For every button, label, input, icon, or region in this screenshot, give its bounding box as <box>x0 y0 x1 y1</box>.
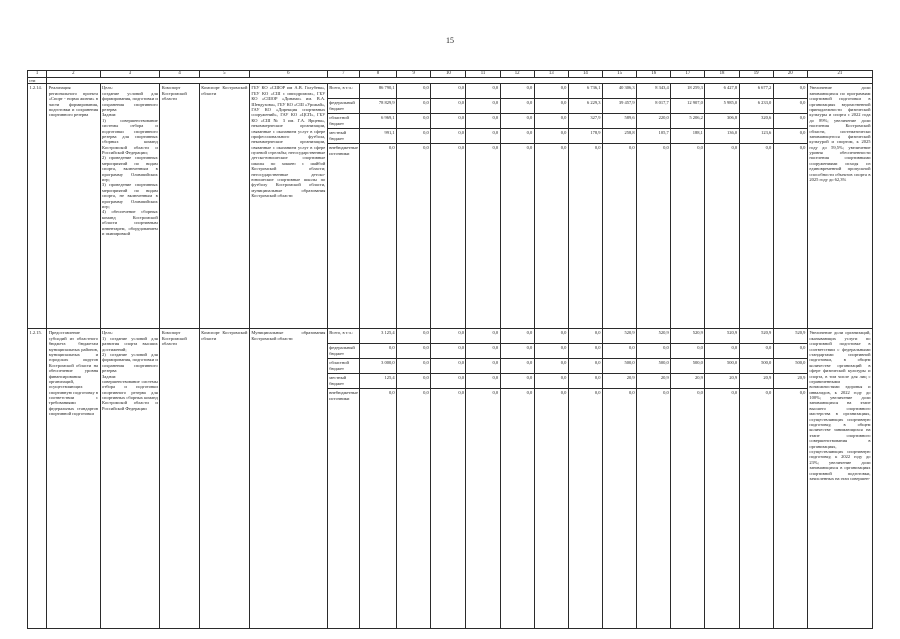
column-number-cell: 7 <box>327 71 359 78</box>
funding-amount: 500,0 <box>740 359 773 374</box>
row-number-text: 1.2.14. <box>29 85 42 91</box>
funding-amount-column <box>671 329 705 629</box>
funding-amount-column <box>603 329 637 629</box>
funding-amount: 6 969,1 <box>360 114 396 129</box>
goals-tasks-text: Цель: 1) создание условий для развития спорта высших достижений; 2) создание условий для формирования, подготовки и сохранения спортивного резерва Задачи: совершенствование системы отбора и подготовки спортивного резерва для спортивных сборных команд Костромской области и Российской Федерации <box>102 330 158 411</box>
column-number-cell: 18 <box>705 71 739 78</box>
funding-amount: 188,1 <box>671 129 704 144</box>
funding-amount: 123,6 <box>740 129 773 144</box>
funding-amount: 0,0 <box>697 390 703 396</box>
funding-amount: 0,0 <box>431 84 465 99</box>
funding-source-label: областной бюджет <box>328 114 359 129</box>
funding-amount: 0,0 <box>774 99 807 114</box>
funding-amount-column <box>500 329 534 629</box>
funding-amount-column <box>773 329 807 629</box>
funding-amount: 0,0 <box>458 145 464 151</box>
funding-amount: 0,0 <box>397 344 430 359</box>
executors <box>249 84 327 329</box>
event-name <box>47 84 100 329</box>
funding-amount: 0,0 <box>629 145 635 151</box>
funding-amount: 0,0 <box>501 84 534 99</box>
funding-amount: 6 229,3 <box>569 99 602 114</box>
funding-amount: 0,0 <box>535 329 568 344</box>
funding-source-label: внебюджетные источники <box>329 145 358 156</box>
funding-amount: 39 457,9 <box>603 99 636 114</box>
funding-amount-column <box>466 329 500 629</box>
funding-amount: 3 125,4 <box>360 329 396 344</box>
column-number-cell: 1 <box>28 71 47 78</box>
funding-amount: 0,0 <box>397 84 430 99</box>
funding-amount: 0,0 <box>466 114 499 129</box>
funding-amount: 12 907,0 <box>671 99 704 114</box>
column-number-cell: 4 <box>160 71 199 78</box>
funding-amount: 0,0 <box>423 390 429 396</box>
funding-amount: 0,0 <box>535 114 568 129</box>
funding-amount: 0,0 <box>799 145 806 151</box>
column-number-cell: 17 <box>671 71 705 78</box>
funding-amount-column <box>637 329 671 629</box>
coordinator <box>199 329 249 629</box>
funding-amount: 0,0 <box>731 390 738 396</box>
funding-amount: 0,0 <box>637 344 670 359</box>
column-number-row <box>28 71 873 78</box>
state-customer <box>160 84 199 329</box>
funding-amount: 0,0 <box>765 145 772 151</box>
coordinator <box>199 84 249 329</box>
column-number-cell: 12 <box>500 71 534 78</box>
column-number-cell: 14 <box>568 71 602 78</box>
funding-amount: 0,0 <box>431 129 465 144</box>
funding-amount: 0,0 <box>501 344 534 359</box>
expected-result-text: Увеличение доли организаций, оказывающих услуги по спортивной подготовке в соответствии с федеральными стандартами спортивной подготовки, в общем количестве организаций в сфере физической культуры и спорта, в том числе для лиц с ограниченными возможностями здоровья и инвалидов, к 2022 году до 100%; увеличение доли занимающихся на этапе высшего спортивного мастерства в организациях, осуществляющих спортивную подготовку, в общем количестве занимающихся на этапе спортивного совершенствования в организациях, осуществляющих спортивную подготовку, к 2022 году до 23%; увеличение доли занимающихся в организациях спортивной подготовки, зачисленных на этап совершен- <box>809 330 871 481</box>
funding-amount: 500,0 <box>671 359 704 374</box>
funding-amount-column <box>359 329 396 629</box>
funding-amount: 0,0 <box>397 129 430 144</box>
funding-amount: 520,9 <box>740 329 773 344</box>
funding-amount: 0,0 <box>501 99 534 114</box>
funding-amount: 0,0 <box>501 329 534 344</box>
funding-amount: 8 343,4 <box>637 84 670 99</box>
funding-amount: 20,9 <box>740 374 773 389</box>
funding-amount-column <box>397 329 431 629</box>
event-name <box>47 329 100 629</box>
funding-amount-column <box>359 84 396 329</box>
funding-amount: 0,0 <box>569 344 602 359</box>
funding-amount: 20,9 <box>671 374 704 389</box>
funding-amount: 0,0 <box>774 84 807 99</box>
funding-amount: 327,9 <box>569 114 602 129</box>
program-events-table <box>27 70 873 629</box>
funding-amount-column <box>739 329 773 629</box>
header-fragment-cell: сти <box>28 78 47 84</box>
state-customer-text: Комспорт Костромской области <box>161 330 187 347</box>
funding-amount: 0,0 <box>397 99 430 114</box>
funding-amount: 0,0 <box>431 99 465 114</box>
funding-amount-column <box>500 84 534 329</box>
funding-amount: 0,0 <box>774 114 807 129</box>
state-customer-text: Комспорт Костромской области <box>161 85 187 102</box>
funding-amount: 0,0 <box>397 374 430 389</box>
funding-amount: 500,0 <box>705 359 738 374</box>
funding-amount: 20,9 <box>637 374 670 389</box>
funding-source-label: Всего, в т.ч.: <box>328 84 359 99</box>
funding-amount: 0,0 <box>535 359 568 374</box>
funding-amount: 0,0 <box>594 390 601 396</box>
funding-amount: 0,0 <box>458 390 464 396</box>
funding-amount: 20,9 <box>603 374 636 389</box>
funding-amount-column <box>705 84 739 329</box>
column-number-cell: 3 <box>100 71 160 78</box>
funding-amount: 105,7 <box>637 129 670 144</box>
executors <box>249 329 327 629</box>
funding-amount: 991,1 <box>360 129 396 144</box>
funding-amount: 178,9 <box>569 129 602 144</box>
funding-sources <box>327 84 359 329</box>
funding-amount: 0,0 <box>466 329 499 344</box>
funding-amount: 0,0 <box>569 329 602 344</box>
funding-amount: 0,0 <box>397 114 430 129</box>
funding-amount: 0,0 <box>671 344 704 359</box>
funding-amount: 520,9 <box>603 329 636 344</box>
table-row <box>28 329 873 629</box>
funding-amount: 0,0 <box>697 145 703 151</box>
column-number-cell: 20 <box>773 71 807 78</box>
funding-amount-column <box>568 329 602 629</box>
funding-amount: 589,6 <box>603 114 636 129</box>
funding-amount-column <box>671 84 705 329</box>
funding-amount: 0,0 <box>466 99 499 114</box>
funding-source-label: местный бюджет <box>328 374 359 389</box>
column-number-cell: 5 <box>199 71 249 78</box>
funding-amount: 0,0 <box>535 374 568 389</box>
funding-amount-column <box>534 84 568 329</box>
expected-result <box>807 84 872 329</box>
executors-text: Муниципальные образования Костромской области <box>251 330 326 341</box>
funding-source-label: местный бюджет <box>328 129 359 144</box>
funding-amount: 0,0 <box>466 129 499 144</box>
goals-tasks <box>100 84 160 329</box>
funding-amount: 0,0 <box>431 329 465 344</box>
funding-amount: 6 677,2 <box>740 84 773 99</box>
column-number-cell: 16 <box>637 71 671 78</box>
funding-amount: 0,0 <box>594 145 601 151</box>
row-number <box>28 84 47 329</box>
coordinator-text: Комспорт Костромской области <box>201 330 248 341</box>
funding-amount-column <box>705 329 739 629</box>
funding-amount: 0,0 <box>466 374 499 389</box>
funding-amount: 0,0 <box>765 390 772 396</box>
funding-amount: 0,0 <box>560 390 567 396</box>
funding-amount-column <box>568 84 602 329</box>
column-number-cell: 19 <box>739 71 773 78</box>
funding-amount: 0,0 <box>466 344 499 359</box>
funding-amount: 0,0 <box>799 390 806 396</box>
column-number-cell: 8 <box>359 71 396 78</box>
funding-amount-column <box>397 84 431 329</box>
row-number-text: 1.2.15. <box>29 330 42 336</box>
funding-amount: 125,4 <box>360 374 396 389</box>
expected-result <box>807 329 872 629</box>
funding-amount: 520,9 <box>637 329 670 344</box>
funding-amount: 8 017,7 <box>637 99 670 114</box>
funding-amount-column <box>637 84 671 329</box>
coordinator-text: Комспорт Костромской области <box>201 85 248 96</box>
funding-amount-column <box>603 84 637 329</box>
funding-amount: 40 306,3 <box>603 84 636 99</box>
funding-amount: 0,0 <box>731 145 738 151</box>
funding-amount: 0,0 <box>501 129 534 144</box>
funding-amount: 0,0 <box>492 390 499 396</box>
funding-amount: 0,0 <box>535 344 568 359</box>
funding-amount: 0,0 <box>388 390 395 396</box>
funding-amount: 0,0 <box>569 359 602 374</box>
funding-amount: 0,0 <box>466 84 499 99</box>
funding-amount: 136,0 <box>705 129 738 144</box>
funding-amount: 20,9 <box>705 374 738 389</box>
funding-amount: 258,8 <box>603 129 636 144</box>
funding-amount: 20,9 <box>774 374 807 389</box>
event-name-text: Предоставление субсидий из областного бюджета бюджетам муниципальных районов, муниципальных и городских округов Костромской области на обеспечение уровня финансирования организаций, осуществляющих спортивную подготовку в соответствии с требованиями федеральных стандартов спортивной подготовки <box>48 330 99 417</box>
funding-amount: 0,0 <box>705 344 738 359</box>
event-name-text: Реализация регионального проекта «Спорт - норма жизни» в части формирования, подготовки и сохранения спортивного резерва <box>48 85 99 118</box>
column-number-cell: 21 <box>807 71 872 78</box>
funding-amount: 6 427,8 <box>705 84 738 99</box>
funding-amount: 0,0 <box>569 374 602 389</box>
funding-amount: 0,0 <box>663 145 669 151</box>
goals-tasks <box>100 329 160 629</box>
funding-amount: 18 259,3 <box>671 84 704 99</box>
funding-amount: 6 736,1 <box>569 84 602 99</box>
funding-amount: 0,0 <box>501 114 534 129</box>
funding-amount: 0,0 <box>360 344 396 359</box>
table-row <box>28 84 873 329</box>
funding-amount: 0,0 <box>431 114 465 129</box>
funding-amount-column <box>739 84 773 329</box>
funding-source-label: областной бюджет <box>328 359 359 374</box>
funding-amount: 0,0 <box>501 359 534 374</box>
row-number <box>28 329 47 629</box>
funding-amount: 0,0 <box>535 99 568 114</box>
funding-source-label: внебюджетные источники <box>329 390 358 401</box>
funding-amount: 0,0 <box>526 390 533 396</box>
goals-tasks-text: Цель: создание условий для формирования, подготовки и сохранения спортивного резерва Задачи: 1) совершенствование системы отбора и подготовки спортивного резерва для спортивных сборных команд Костромской области и Российской Федерации; 2) проведение спортивных мероприятий по видам спорта, включенным в программу Олимпийских игр; 3) проведение спортивных мероприятий по видам спорта, не включенным в программу Олимпийских игр; 4) обеспечение сборных команд Костромской области спортивным инвентарем, оборудованием и экипировкой <box>102 85 158 236</box>
column-number-cell: 2 <box>47 71 100 78</box>
funding-amount: 0,0 <box>603 344 636 359</box>
column-number-cell: 6 <box>249 71 327 78</box>
funding-amount: 0,0 <box>526 145 533 151</box>
funding-amount: 6 233,0 <box>740 99 773 114</box>
funding-amount: 0,0 <box>663 390 669 396</box>
funding-amount: 500,0 <box>637 359 670 374</box>
funding-amount: 0,0 <box>431 344 465 359</box>
funding-source-label: федеральный бюджет <box>328 344 359 359</box>
funding-amount-column <box>534 329 568 629</box>
funding-amount: 0,0 <box>431 359 465 374</box>
funding-amount: 0,0 <box>629 390 635 396</box>
funding-amount: 220,0 <box>637 114 670 129</box>
funding-amount: 520,9 <box>774 329 807 344</box>
funding-amount: 86 790,1 <box>360 84 396 99</box>
funding-amount: 0,0 <box>501 374 534 389</box>
column-number-cell: 11 <box>466 71 500 78</box>
funding-amount-column <box>431 329 466 629</box>
funding-amount: 5 206,2 <box>671 114 704 129</box>
funding-amount: 5 985,0 <box>705 99 738 114</box>
funding-amount: 500,0 <box>603 359 636 374</box>
funding-amount: 320,6 <box>740 114 773 129</box>
column-number-cell: 15 <box>603 71 637 78</box>
funding-amount: 0,0 <box>774 344 807 359</box>
funding-amount-column <box>773 84 807 329</box>
funding-amount: 0,0 <box>466 359 499 374</box>
funding-amount: 0,0 <box>388 145 395 151</box>
funding-amount: 0,0 <box>740 344 773 359</box>
funding-amount-column <box>466 84 500 329</box>
executors-text: ГБУ КО «СШОР им А.В. Голубева», ГБУ КО «СШ с ипподромом», ГБУ КО «СШОР «Динамо» им. В.А. Шевдухова», ГБУ КО «СШ «Урожай», ГАУ КО «Дирекция спортивных сооружений», ГАУ КО «ЦСП», ГБУ КО «СШ № 3 им. Г.А. Ярцева», некоммерческие организации, связанные с оказанием услуг в сфере профессионального футбола, некоммерческие организации, связанные с оказанием услуг в сфере пулевой стрельбы; негосударственные детско-юношеские спортивные школы по хоккею с шайбой Костромской области; негосударственные детско-юношеские спортивные школы по футболу Костромской области, муниципальные образования Костромской области <box>251 85 326 199</box>
funding-amount: 0,0 <box>397 359 430 374</box>
funding-amount: 0,0 <box>431 374 465 389</box>
funding-amount: 520,9 <box>671 329 704 344</box>
funding-amount: 0,0 <box>423 145 429 151</box>
funding-amount-column <box>431 84 466 329</box>
page-number: 15 <box>446 36 454 45</box>
funding-amount: 0,0 <box>397 329 430 344</box>
funding-amount: 0,0 <box>535 84 568 99</box>
funding-amount: 0,0 <box>492 145 499 151</box>
state-customer <box>160 329 199 629</box>
column-number-cell: 10 <box>431 71 466 78</box>
funding-amount: 0,0 <box>774 129 807 144</box>
funding-source-label: федеральный бюджет <box>328 99 359 114</box>
column-number-cell: 13 <box>534 71 568 78</box>
funding-amount: 306,8 <box>705 114 738 129</box>
funding-amount: 0,0 <box>560 145 567 151</box>
funding-amount: 0,0 <box>535 129 568 144</box>
funding-amount: 500,0 <box>774 359 807 374</box>
funding-amount: 520,9 <box>705 329 738 344</box>
funding-amount: 78 829,9 <box>360 99 396 114</box>
expected-result-text: Увеличение доли занимающихся по программам спортивной подготовки в организациях ведомственной принадлежности физической культуры и спорта с 2022 года до 89%; увеличение доли населения Костромской области, систематически занимающегося физической культурой и спортом, к 2025 году до 59,5%; увеличение уровня обеспеченности населения спортивными сооружениями исходя из единовременной пропускной способности объектов спорта в 2025 году до 62,3% <box>809 85 871 183</box>
funding-sources <box>327 329 359 629</box>
column-number-cell: 9 <box>397 71 431 78</box>
funding-source-label: Всего, в т.ч.: <box>328 329 359 344</box>
funding-amount: 3 000,0 <box>360 359 396 374</box>
